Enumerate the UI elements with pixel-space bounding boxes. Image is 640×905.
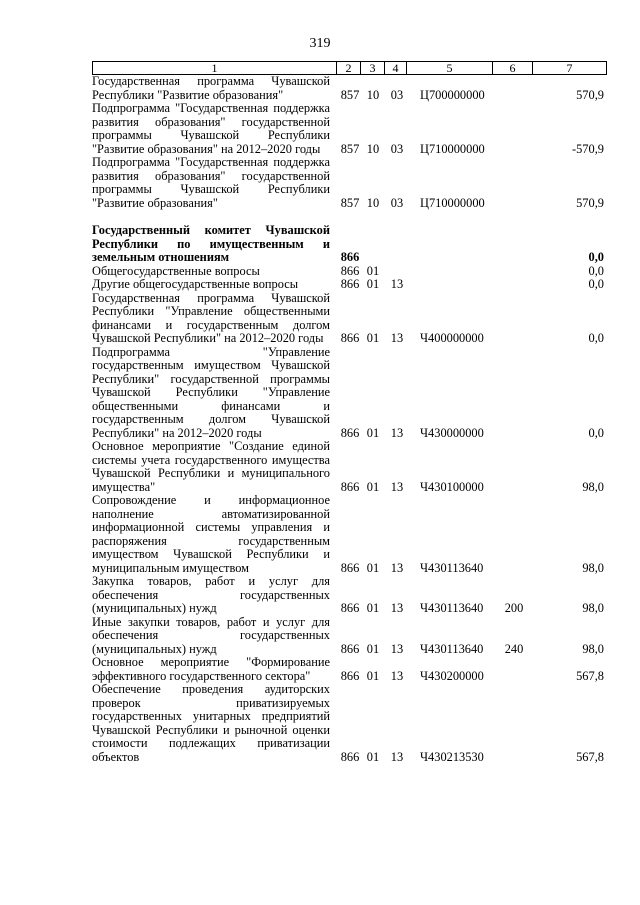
- row-c6: 200: [504, 601, 524, 615]
- column-header-4: 4: [385, 62, 407, 75]
- row-c4: 03: [390, 195, 404, 210]
- row-c3: 01: [366, 668, 380, 683]
- row-c6: 240: [504, 641, 524, 656]
- row-c3: 01: [366, 479, 380, 494]
- row-c5: Ч400000000: [420, 331, 484, 345]
- row-c3: 01: [366, 425, 380, 440]
- row-name: Основное мероприятие "Формирование эффективного государственного сектора": [92, 655, 330, 683]
- page-number: 319: [309, 36, 331, 51]
- row-c2: 866: [340, 668, 360, 683]
- row-c3: 10: [366, 195, 380, 210]
- row-c4: 13: [390, 425, 404, 440]
- row-c7: 98,0: [582, 560, 604, 575]
- table-row: [92, 494, 606, 575]
- row-c5: Ч430113640: [420, 601, 484, 615]
- table-row: [92, 75, 606, 102]
- row-c7: 570,9: [576, 87, 604, 102]
- row-name: Подпрограмма "Государственная поддержка развития образования" государственной программы Чувашской Республики "Развитие образования": [92, 155, 330, 210]
- row-c4: 13: [390, 560, 404, 575]
- row-c7: 98,0: [582, 479, 604, 494]
- row-c5: Ц700000000: [420, 87, 485, 102]
- row-c2: 866: [340, 277, 360, 291]
- row-c2: 866: [340, 263, 360, 278]
- row-c7: 0,0: [588, 277, 604, 291]
- column-header-row: [92, 61, 607, 75]
- row-c3: 10: [366, 87, 380, 102]
- row-c4: 13: [390, 641, 404, 656]
- row-c2: 866: [340, 425, 360, 440]
- row-name: Иные закупки товаров, работ и услуг для обеспечения государственных (муниципальных) нужд: [92, 614, 330, 656]
- row-c7: 0,0: [588, 425, 604, 440]
- row-c7: 567,8: [576, 668, 604, 683]
- row-c3: 01: [366, 277, 380, 291]
- table-row: [92, 440, 606, 494]
- column-header-3: 3: [361, 62, 385, 75]
- row-c2: 866: [340, 250, 360, 264]
- row-c4: 13: [390, 331, 404, 345]
- row-name: Обеспечение проведения аудиторских проверок приватизируемых государственных унитарных предприятий Чувашской Республики и рыночной оценки стоимости подлежащих приватизации объектов: [92, 682, 330, 764]
- row-c4: 03: [390, 87, 404, 102]
- table-row: [92, 278, 606, 292]
- row-name: Основное мероприятие "Создание единой системы учета государственного имущества Чувашской Республики и муниципального имущества": [92, 439, 330, 494]
- row-c4: 13: [390, 668, 404, 683]
- row-c3: 01: [366, 749, 380, 764]
- row-name: Общегосударственные вопросы: [92, 263, 260, 278]
- column-header-5: 5: [407, 62, 493, 75]
- row-c2: 866: [340, 331, 360, 345]
- row-c3: 01: [366, 560, 380, 575]
- row-c7: 567,8: [576, 749, 604, 764]
- row-c2: 866: [340, 601, 360, 615]
- row-c3: 01: [366, 601, 380, 615]
- row-c2: 857: [340, 195, 360, 210]
- row-name: Государственная программа Чувашской Республики "Развитие образования": [92, 74, 330, 102]
- row-c5: Ц710000000: [420, 141, 485, 156]
- table-row: [92, 616, 606, 657]
- row-c7: 570,9: [576, 195, 604, 210]
- row-c3: 01: [366, 331, 380, 345]
- row-c5: Ц710000000: [420, 195, 485, 210]
- row-c2: 857: [340, 87, 360, 102]
- row-c7: 98,0: [582, 641, 604, 656]
- row-c7: 98,0: [582, 601, 604, 615]
- row-c7: -570,9: [571, 141, 604, 156]
- row-c2: 866: [340, 560, 360, 575]
- row-c2: 866: [340, 641, 360, 656]
- table-row: [92, 102, 606, 156]
- table-row: [92, 656, 606, 683]
- row-c3: 01: [366, 263, 380, 278]
- row-name: Подпрограмма "Государственная поддержка развития образования" государственной программы Чувашской Республики "Развитие образования" на 2012–2020 годы: [92, 101, 330, 156]
- row-c7: 0,0: [588, 331, 604, 345]
- row-name: Государственная программа Чувашской Республики "Управление общественными финансами и государственным долгом Чувашской Республики" на 2012–2020 годы: [92, 290, 330, 345]
- row-name: Государственный комитет Чувашской Республики по имущественным и земельным отношениям: [92, 223, 330, 264]
- column-header-7: 7: [533, 62, 607, 75]
- column-header-2: 2: [337, 62, 361, 75]
- row-c4: 13: [390, 749, 404, 764]
- row-c4: 13: [390, 277, 404, 291]
- table-row: [92, 683, 606, 764]
- row-c2: 857: [340, 141, 360, 156]
- row-c5: Ч430000000: [420, 425, 484, 440]
- row-c5: Ч430113640: [420, 560, 484, 575]
- row-name: Другие общегосударственные вопросы: [92, 277, 299, 291]
- table-row: [92, 292, 606, 346]
- table-row: [92, 224, 606, 265]
- table-row: [92, 265, 606, 279]
- row-name: Сопровождение и информационное наполнение автоматизированной информационной системы управления и распоряжения государственным имуществом Чувашской Республики и муниципальным имуществом: [92, 493, 330, 575]
- row-c4: 03: [390, 141, 404, 156]
- row-c4: 13: [390, 601, 404, 615]
- table-row: [92, 156, 606, 210]
- row-c2: 866: [340, 479, 360, 494]
- row-name: Закупка товаров, работ и услуг для обеспечения государственных (муниципальных) нужд: [92, 574, 330, 615]
- column-header-6: 6: [493, 62, 533, 75]
- row-c5: Ч430100000: [420, 479, 484, 494]
- row-name: Подпрограмма "Управление государственным имуществом Чувашской Республики" государственной программы Чувашской Республики "Управление общественными финансами и государственным долгом Чувашской Республики" на 2012–2020 годы: [92, 344, 330, 440]
- row-c5: Ч430200000: [420, 668, 484, 683]
- table-row: [92, 346, 606, 441]
- row-c5: Ч430113640: [420, 641, 484, 656]
- row-c4: 13: [390, 479, 404, 494]
- row-c5: Ч430213530: [420, 749, 484, 764]
- budget-table: [92, 75, 606, 764]
- row-c3: 01: [366, 641, 380, 656]
- table-row: [92, 575, 606, 616]
- row-c2: 866: [340, 749, 360, 764]
- column-header-1: 1: [93, 62, 337, 75]
- row-c7: 0,0: [588, 250, 604, 264]
- row-c7: 0,0: [588, 263, 604, 278]
- row-c3: 10: [366, 141, 380, 156]
